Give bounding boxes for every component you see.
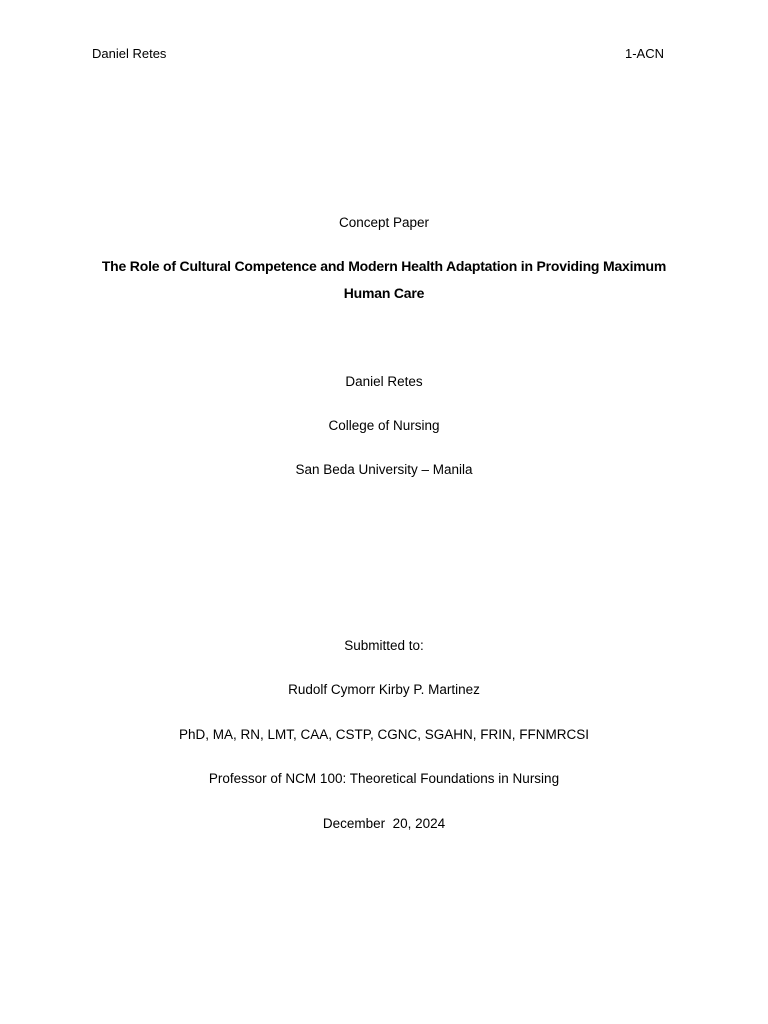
professor-credentials: PhD, MA, RN, LMT, CAA, CSTP, CGNC, SGAHN, FRIN, FFNMRCSI — [178, 727, 590, 742]
submission-date: December 20, 2024 — [322, 816, 446, 831]
professor-name: Rudolf Cymorr Kirby P. Martinez — [288, 682, 480, 697]
paper-title-line-2: Human Care — [343, 285, 425, 301]
paper-type: Concept Paper — [338, 215, 430, 230]
paper-title-line-1: The Role of Cultural Competence and Modern Health Adaptation in Providing Maximum — [101, 258, 667, 274]
running-header-author: Daniel Retes — [92, 46, 167, 61]
running-header-section: 1-ACN — [624, 46, 664, 61]
professor-role: Professor of NCM 100: Theoretical Foundations in Nursing — [208, 771, 560, 786]
submitted-to-label: Submitted to: — [344, 638, 424, 653]
college-name: College of Nursing — [328, 418, 440, 433]
author-name: Daniel Retes — [345, 374, 423, 389]
university-name: San Beda University – Manila — [295, 462, 473, 477]
